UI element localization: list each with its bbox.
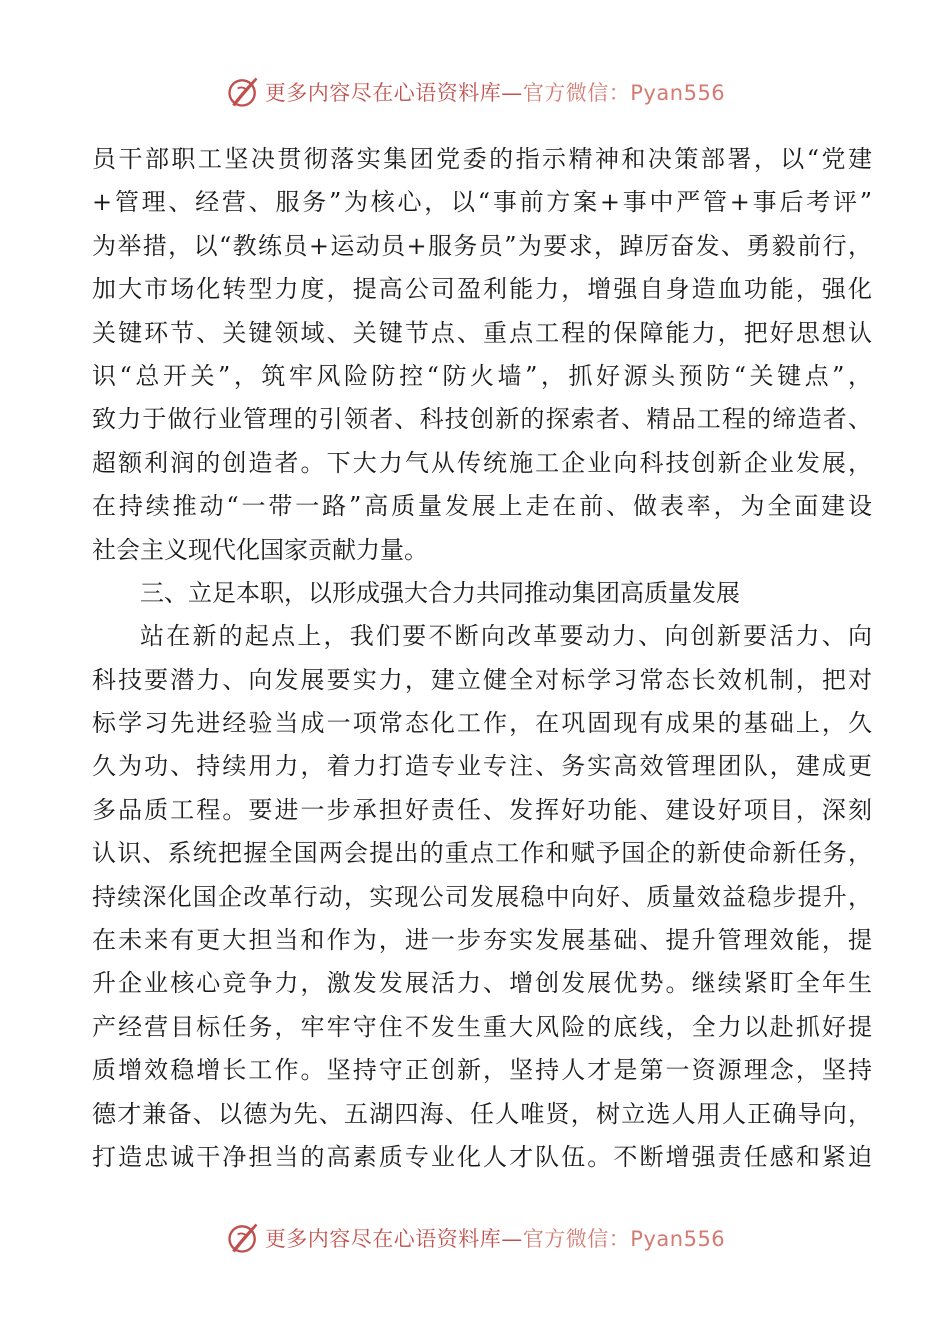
text-line: 在未来有更大担当和作为，进一步夯实发展基础、提升管理效能，提 (92, 926, 872, 955)
text-line: 为举措，以“教练员+运动员+服务员”为要求，踔厉奋发、勇毅前行， (92, 231, 872, 260)
paragraph-first-line: 站在新的起点上，我们要不断向改革要动力、向创新要活力、向 (140, 622, 872, 651)
brush-logo-icon (225, 74, 261, 110)
text-line: 德才兼备、以德为先、五湖四海、任人唯贤，树立选人用人正确导向， (92, 1099, 872, 1128)
text-line: 认识、系统把握全国两会提出的重点工作和赋予国企的新使命新任务， (92, 839, 872, 868)
text-line: 识“总开关”，筑牢风险防控“防火墙”，抓好源头预防“关键点”， (92, 361, 872, 390)
text-line: 加大市场化转型力度，提高公司盈利能力，增强自身造血功能，强化 (92, 275, 872, 304)
text-line: 持续深化国企改革行动，实现公司发展稳中向好、质量效益稳步提升， (92, 882, 872, 911)
text-line: 科技要潜力、向发展要实力，建立健全对标学习常态长效机制，把对 (92, 665, 872, 694)
text-line: 久为功、持续用力，着力打造专业专注、务实高效管理团队，建成更 (92, 752, 872, 781)
text-line: 质增效稳增长工作。坚持守正创新，坚持人才是第一资源理念，坚持 (92, 1056, 872, 1085)
watermark-text (265, 77, 725, 107)
watermark-main: 更多内容尽在心语资料库— (264, 81, 523, 105)
text-line: 在持续推动“一带一路”高质量发展上走在前、做表率，为全面建设 (92, 492, 872, 521)
watermark-header (0, 72, 950, 112)
text-line: 打造忠诚干净担当的高素质专业化人才队伍。不断增强责任感和紧迫 (92, 1142, 872, 1171)
text-line: +管理、经营、服务”为核心，以“事前方案+事中严管+事后考评” (92, 188, 872, 217)
text-line: 多品质工程。要进一步承担好责任、发挥好功能、建设好项目，深刻 (92, 795, 872, 824)
brush-logo-icon (225, 1220, 261, 1256)
watermark-main: 更多内容尽在心语资料库— (264, 1227, 523, 1251)
watermark-text (265, 1223, 725, 1253)
text-line: 员干部职工坚决贯彻落实集团党委的指示精神和决策部署，以“党建 (92, 145, 872, 173)
text-line: 关键环节、关键领域、关键节点、重点工程的保障能力，把好思想认 (92, 318, 872, 347)
text-line: 标学习先进经验当成一项常态化工作，在巩固现有成果的基础上，久 (92, 709, 872, 738)
watermark-wechat: 官方微信：Pyan556 (522, 1227, 726, 1251)
paragraph-first-line: 三、立足本职，以形成强大合力共同推动集团高质量发展 (140, 578, 740, 607)
text-line: 超额利润的创造者。下大力气从传统施工企业向科技创新企业发展， (92, 448, 872, 477)
text-line: 升企业核心竞争力，激发发展活力、增创发展优势。继续紧盯全年生 (92, 969, 872, 998)
watermark-wechat: 官方微信：Pyan556 (522, 81, 726, 105)
text-line: 致力于做行业管理的引领者、科技创新的探索者、精品工程的缔造者、 (92, 405, 872, 434)
text-line: 产经营目标任务，牢牢守住不发生重大风险的底线，全力以赴抓好提 (92, 1012, 872, 1041)
text-line: 社会主义现代化国家贡献力量。 (92, 535, 428, 564)
watermark-footer (0, 1218, 950, 1258)
document-body (92, 138, 872, 1179)
